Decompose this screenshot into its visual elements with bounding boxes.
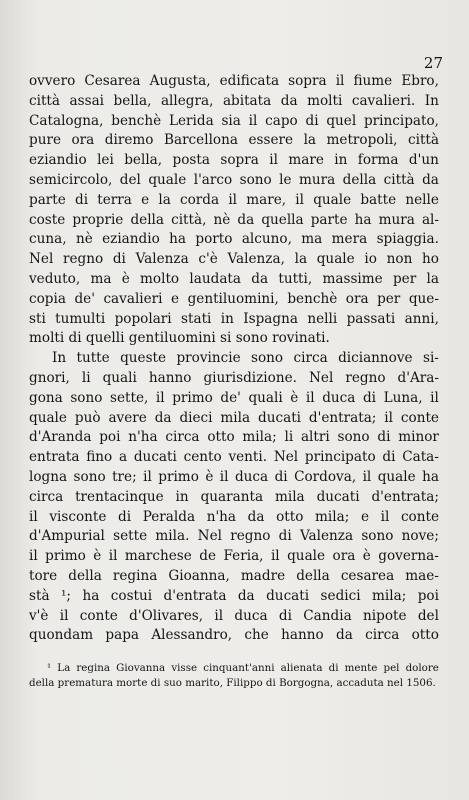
footnote-line: ¹ La regina Giovanna visse cinquant'anni alienata di mente pel dolore — [47, 662, 439, 674]
text-line: eziandio lei bella, posta sopra il mare in forma d'un — [29, 152, 439, 169]
text-line: Nel regno di Valenza c'è Valenza, la quale io non ho — [29, 251, 439, 268]
text-line: quondam papa Alessandro, che hanno da circa otto — [29, 627, 439, 644]
text-line: entrata fino a ducati cento venti. Nel principato di Cata- — [29, 449, 439, 466]
text-line: circa trentacinque in quaranta mila ducati d'entrata; — [29, 488, 439, 505]
text-line: cuna, nè eziandio ha porto alcuno, ma mera spiaggia. — [29, 231, 439, 248]
text-line: v'è il conte d'Olivares, il duca di Candia nipote del — [29, 607, 439, 624]
text-line: gnori, li quali hanno giurisdizione. Nel regno d'Ara- — [29, 369, 439, 386]
text-line: ovvero Cesarea Augusta, edificata sopra il fiume Ebro, — [29, 73, 439, 89]
page-number: 27 — [423, 54, 443, 72]
paragraph-1 — [29, 72, 439, 349]
footnote-line: della prematura morte di suo marito, Filippo di Borgogna, accaduta nel 1506. — [29, 677, 436, 689]
text-line: d'Aranda poi n'ha circa otto mila; li altri sono di minor — [29, 429, 439, 446]
text-line: semicircolo, del quale l'arco sono le mura della città da — [29, 171, 439, 188]
text-line: coste proprie della città, nè da quella parte ha mura al- — [29, 211, 439, 228]
text-line: il primo è il marchese de Feria, il quale ora è governa- — [29, 548, 439, 565]
text-line: logna sono tre; il primo è il duca di Cordova, il quale ha — [29, 468, 439, 485]
body-text — [29, 72, 439, 646]
text-line: quale può avere da dieci mila ducati d'entrata; il conte — [29, 409, 439, 426]
text-line: In tutte queste provincie sono circa diciannove si- — [52, 350, 439, 367]
text-line: pure ora diremo Barcellona essere la metropoli, città — [29, 132, 439, 149]
text-line: copia de' cavalieri e gentiluomini, benchè ora per que- — [29, 290, 439, 307]
text-line: molti di quelli gentiluomini si sono rovinati. — [29, 330, 330, 347]
text-line: parte di terra e la corda il mare, il quale batte nelle — [29, 191, 439, 208]
text-line: tore della regina Gioanna, madre della cesarea mae- — [29, 567, 439, 584]
text-line: stà ¹; ha costui d'entrata da ducati sedici mila; poi — [29, 587, 439, 604]
text-line: città assai bella, allegra, abitata da molti cavalieri. In — [29, 92, 439, 109]
text-line: veduto, ma è molto laudata da tutti, massime per la — [29, 270, 439, 287]
text-line: Catalogna, benchè Lerida sia il capo di quel principato, — [29, 112, 439, 129]
footnote — [29, 661, 439, 691]
text-line: gona sono sette, il primo de' quali è il duca di Luna, il — [29, 389, 439, 406]
text-line: sti tumulti popolari stati in Ispagna nelli passati anni, — [29, 310, 439, 327]
paragraph-2 — [29, 349, 439, 646]
text-line: d'Ampurial sette mila. Nel regno di Valenza sono nove; — [29, 528, 439, 545]
text-line: il visconte di Peralda n'ha da otto mila; e il conte — [29, 508, 439, 525]
